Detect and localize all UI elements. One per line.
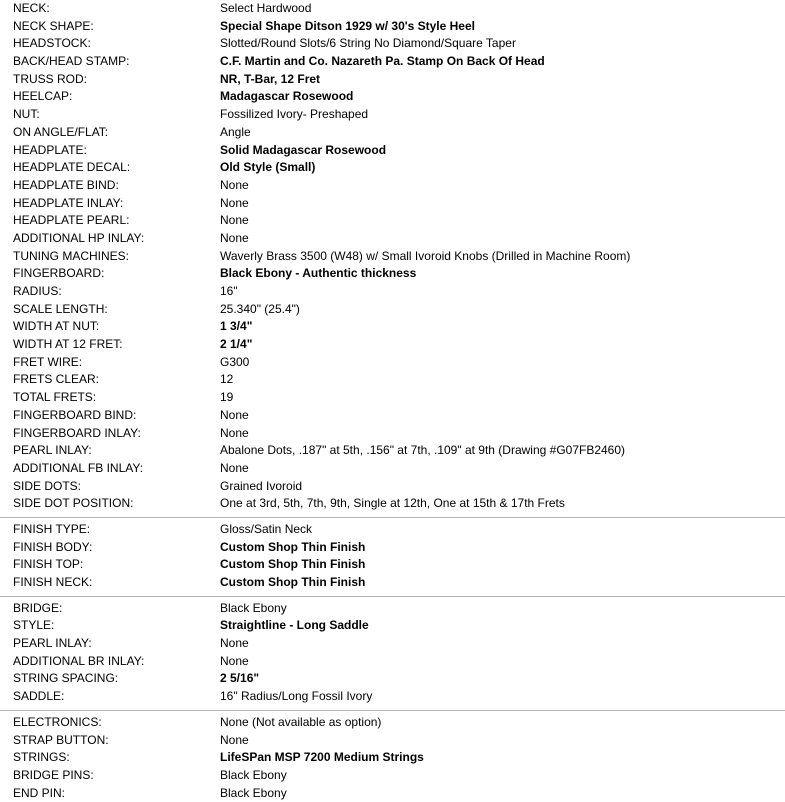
- spec-row: [0, 617, 785, 635]
- spec-row: [0, 574, 785, 592]
- spec-value: 12: [220, 372, 234, 387]
- spec-label: NECK:: [13, 1, 50, 15]
- spec-row: [0, 539, 785, 557]
- spec-label: HEELCAP:: [13, 89, 73, 104]
- spec-label: SADDLE:: [13, 689, 65, 704]
- spec-value: Slotted/Round Slots/6 String No Diamond/Square Taper: [220, 36, 516, 51]
- spec-row: [0, 495, 785, 513]
- spec-label: SIDE DOT POSITION:: [13, 496, 134, 511]
- spec-label: HEADPLATE:: [13, 142, 87, 157]
- spec-row: [0, 35, 785, 53]
- spec-label: FINISH BODY:: [13, 539, 93, 554]
- spec-row: [0, 635, 785, 653]
- spec-row: [0, 407, 785, 425]
- spec-value: None: [220, 177, 249, 192]
- spec-label: FINGERBOARD:: [13, 266, 105, 281]
- spec-label: ADDITIONAL BR INLAY:: [13, 653, 145, 668]
- spec-row: [0, 142, 785, 160]
- spec-row: [0, 71, 785, 89]
- spec-label: SIDE DOTS:: [13, 478, 82, 493]
- spec-value: Straightline - Long Saddle: [220, 618, 369, 633]
- spec-value: None: [220, 407, 249, 422]
- spec-value: None: [220, 732, 249, 747]
- spec-value: None: [220, 653, 249, 668]
- spec-value: Custom Shop Thin Finish: [220, 557, 366, 572]
- spec-row: [0, 283, 785, 301]
- spec-row: [0, 0, 785, 18]
- spec-row: [0, 159, 785, 177]
- spec-row: [0, 248, 785, 266]
- spec-label: HEADPLATE BIND:: [13, 177, 119, 192]
- spec-label: STYLE:: [13, 618, 55, 633]
- spec-value: Solid Madagascar Rosewood: [220, 142, 387, 157]
- spec-label: FRET WIRE:: [13, 354, 83, 369]
- spec-row: [0, 230, 785, 248]
- spec-value: Gloss/Satin Neck: [220, 521, 313, 536]
- spec-row: [0, 442, 785, 460]
- spec-label: FINGERBOARD BIND:: [13, 407, 137, 422]
- spec-label: ON ANGLE/FLAT:: [13, 124, 109, 139]
- spec-row: [0, 478, 785, 496]
- spec-label: FINISH NECK:: [13, 575, 93, 589]
- spec-row: [0, 336, 785, 354]
- spec-value: C.F. Martin and Co. Nazareth Pa. Stamp On Back Of Head: [220, 54, 545, 69]
- spec-label: STRING SPACING:: [13, 671, 119, 686]
- spec-value: 16" Radius/Long Fossil Ivory: [220, 689, 373, 704]
- spec-row: [0, 460, 785, 478]
- spec-row: [0, 556, 785, 574]
- spec-label: TRUSS ROD:: [13, 71, 88, 86]
- spec-value: None (Not available as option): [220, 714, 382, 729]
- spec-row: [0, 88, 785, 106]
- spec-label: FINGERBOARD INLAY:: [13, 425, 141, 440]
- spec-label: HEADPLATE DECAL:: [13, 160, 131, 175]
- spec-label: ADDITIONAL FB INLAY:: [13, 460, 144, 475]
- spec-value: LifeSPan MSP 7200 Medium Strings: [220, 750, 424, 765]
- spec-row: [0, 53, 785, 71]
- spec-value: 19: [220, 390, 234, 405]
- spec-value: Madagascar Rosewood: [220, 89, 354, 104]
- spec-value: Angle: [220, 124, 251, 139]
- spec-row: [0, 714, 785, 732]
- spec-label: END PIN:: [13, 785, 66, 800]
- spec-row: [0, 600, 785, 618]
- spec-row: [0, 749, 785, 767]
- spec-row: [0, 371, 785, 389]
- spec-label: ADDITIONAL HP INLAY:: [13, 230, 145, 245]
- spec-section: [0, 710, 785, 802]
- spec-row: [0, 124, 785, 142]
- spec-row: [0, 265, 785, 283]
- spec-label: HEADPLATE PEARL:: [13, 213, 130, 228]
- spec-value: G300: [220, 354, 250, 369]
- spec-section: [0, 596, 785, 706]
- spec-label: STRAP BUTTON:: [13, 732, 109, 747]
- spec-value: None: [220, 636, 249, 651]
- spec-label: FINISH TYPE:: [13, 521, 91, 536]
- spec-label: BACK/HEAD STAMP:: [13, 54, 130, 69]
- spec-value: 2 1/4": [220, 337, 253, 352]
- spec-value: Black Ebony - Authentic thickness: [220, 266, 417, 281]
- spec-row: [0, 785, 785, 802]
- spec-row: [0, 301, 785, 319]
- spec-value: None: [220, 195, 249, 210]
- spec-label: HEADSTOCK:: [13, 36, 91, 51]
- spec-label: PEARL INLAY:: [13, 636, 92, 651]
- spec-label: PEARL INLAY:: [13, 443, 92, 458]
- spec-label: NUT:: [13, 107, 40, 122]
- spec-value: NR, T-Bar, 12 Fret: [220, 71, 321, 86]
- spec-row: [0, 195, 785, 213]
- spec-row: [0, 318, 785, 336]
- spec-row: [0, 653, 785, 671]
- spec-label: NECK SHAPE:: [13, 18, 94, 33]
- spec-value: 16": [220, 284, 238, 298]
- spec-value: 2 5/16": [220, 671, 260, 686]
- spec-value: None: [220, 425, 249, 440]
- spec-value: Special Shape Ditson 1929 w/ 30's Style Heel: [220, 18, 475, 33]
- spec-value: None: [220, 460, 249, 475]
- spec-label: RADIUS:: [13, 284, 62, 298]
- spec-row: [0, 767, 785, 785]
- spec-label: ELECTRONICS:: [13, 714, 102, 729]
- spec-label: WIDTH AT 12 FRET:: [13, 337, 123, 352]
- spec-section: [0, 517, 785, 592]
- spec-value: Custom Shop Thin Finish: [220, 539, 366, 554]
- spec-label: BRIDGE:: [13, 600, 63, 615]
- spec-value: Waverly Brass 3500 (W48) w/ Small Ivoroid Knobs (Drilled in Machine Room): [220, 248, 631, 263]
- spec-row: [0, 354, 785, 372]
- spec-value: 25.340" (25.4"): [220, 301, 300, 316]
- spec-label: FINISH TOP:: [13, 557, 84, 572]
- spec-label: FRETS CLEAR:: [13, 372, 100, 387]
- spec-value: Black Ebony: [220, 785, 287, 800]
- spec-value: 1 3/4": [220, 319, 253, 334]
- spec-row: [0, 212, 785, 230]
- spec-value: Grained Ivoroid: [220, 478, 303, 493]
- spec-value: None: [220, 213, 249, 228]
- spec-label: TUNING MACHINES:: [13, 248, 130, 263]
- spec-label: STRINGS:: [13, 750, 70, 765]
- spec-value: Old Style (Small): [220, 160, 316, 175]
- spec-value: Black Ebony: [220, 767, 287, 782]
- spec-label: SCALE LENGTH:: [13, 301, 108, 316]
- spec-row: [0, 732, 785, 750]
- spec-row: [0, 425, 785, 443]
- spec-label: HEADPLATE INLAY:: [13, 195, 124, 210]
- spec-value: None: [220, 230, 249, 245]
- spec-value: Custom Shop Thin Finish: [220, 575, 366, 589]
- spec-row: [0, 18, 785, 36]
- spec-label: BRIDGE PINS:: [13, 767, 94, 782]
- spec-row: [0, 521, 785, 539]
- spec-row: [0, 106, 785, 124]
- spec-value: Black Ebony: [220, 600, 287, 615]
- spec-label: TOTAL FRETS:: [13, 390, 97, 405]
- spec-value: Fossilized Ivory- Preshaped: [220, 107, 369, 122]
- spec-value: Abalone Dots, .187" at 5th, .156" at 7th, .109" at 9th (Drawing #G07FB2460): [220, 443, 626, 458]
- spec-value: Select Hardwood: [220, 1, 312, 15]
- spec-label: WIDTH AT NUT:: [13, 319, 100, 334]
- spec-row: [0, 389, 785, 407]
- spec-value: One at 3rd, 5th, 7th, 9th, Single at 12th, One at 15th & 17th Frets: [220, 496, 565, 511]
- spec-row: [0, 670, 785, 688]
- spec-row: [0, 688, 785, 706]
- spec-row: [0, 177, 785, 195]
